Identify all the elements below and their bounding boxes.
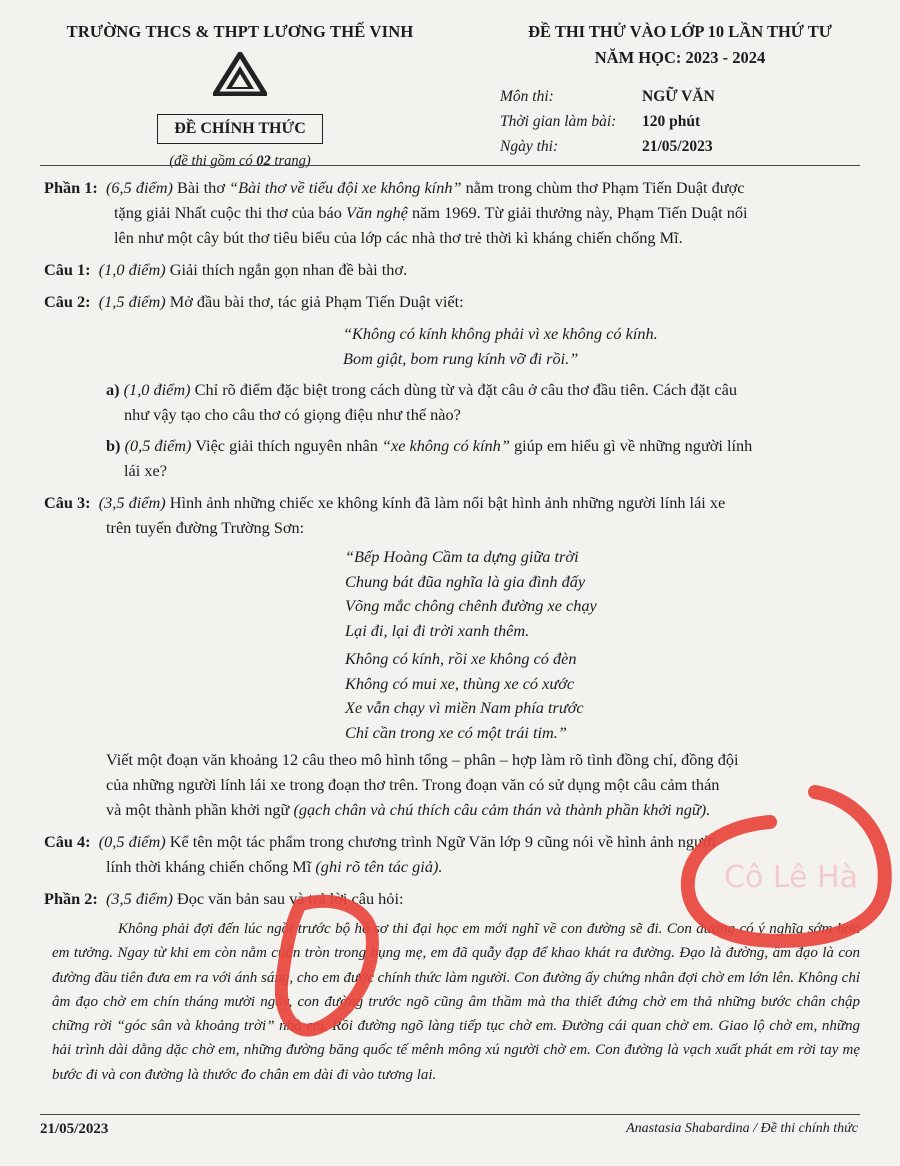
question-3-stanza-1: “Bếp Hoàng Cầm ta dựng giữa trời Chung bát đũa nghĩa là gia đình đấy Võng mắc chông chênh đường xe chạy Lại đi, lại đi trời xanh thêm. [345,547,597,640]
red-circle-mark-center [281,901,372,1030]
footer-date: 21/05/2023 [40,1121,109,1137]
question-3-task-line2: của những người lính lái xe trong đoạn thơ trên. Trong đoạn văn có sử dụng một câu cảm thán [106,775,720,794]
question-4-line2: lính thời kháng chiến chống Mĩ (ghi rõ tên tác giả). [106,857,443,876]
question-2b-line2: lái xe? [124,461,167,480]
part1-line3: lên như một cây bút thơ tiêu biểu của lớp các nhà thơ trẻ thời kì kháng chiến chống Mĩ. [114,228,683,247]
question-2: Câu 2: (1,5 điểm) Mở đầu bài thơ, tác giả Phạm Tiến Duật viết: [44,292,464,311]
watermark-text: Cô Lê Hà [724,860,858,895]
official-stamp-box: ĐỀ CHÍNH THỨC [157,114,323,144]
pages-note: (đề thi gồm có 02 trang) [169,153,311,169]
question-2b-line1: b) (0,5 điểm) Việc giải thích nguyên nhân “xe không có kính” giúp em hiểu gì về những người lính [106,436,753,455]
red-circle-mark-right [688,792,885,941]
question-1: Câu 1: (1,0 điểm) Giải thích ngắn gọn nhan đề bài thơ. [44,260,408,279]
part1-line1: Phần 1: (6,5 điểm) Bài thơ “Bài thơ về tiểu đội xe không kính” nằm trong chùm thơ Phạm Tiến Duật được [44,178,745,197]
meta-subject: Môn thi: NGỮ VĂN [500,87,715,105]
part1-line2: tặng giải Nhất cuộc thi thơ của báo Văn nghệ năm 1969. Từ giải thưởng này, Phạm Tiến Duật nổi [114,203,748,222]
part2-heading: Phần 2: (3,5 điểm) Đọc văn bản sau và trả lời câu hỏi: [44,889,404,908]
school-name: TRƯỜNG THCS & THPT LƯƠNG THẾ VINH [66,22,414,41]
question-3-line1: Câu 3: (3,5 điểm) Hình ảnh những chiếc xe không kính đã làm nổi bật hình ảnh những người lính lái xe [44,493,726,512]
question-3-line2: trên tuyến đường Trường Sơn: [106,518,305,537]
question-4-line1: Câu 4: (0,5 điểm) Kể tên một tác phẩm trong chương trình Ngữ Văn lớp 9 cũng nói về hình ảnh người [44,832,716,851]
question-3-task-line3: và một thành phần khởi ngữ (gạch chân và chú thích câu cảm thán và thành phần khởi ngữ). [106,800,711,819]
exam-title: ĐỀ THI THỬ VÀO LỚP 10 LẦN THỨ TƯ [528,22,832,41]
question-2a-line2: như vậy tạo cho câu thơ có giọng điệu như thế nào? [124,405,461,424]
footer-note: Anastasia Shabardina / Đề thi chính thức [626,1121,858,1136]
reading-passage: Không phải đợi đến lúc ngồi trước bộ hồ sơ thi đại học em mới nghĩ về con đường sẽ đi. Con đường có ý nghĩa sớm hơn em tưởng. Ngay từ khi em còn nằm cuộn tròn trong bụng mẹ, em đã quẫy đạp để khao khát ra đường. Đạo là đường, âm đạo là con đường đầu tiên đưa em ra với ánh sáng, cho em được chính thức làm người. Con đường ấy chứng nhân đợi chờ em lớn lên. Không chỉ âm đạo chờ em chín tháng mười ngày, con đường trước ngõ cũng âm thầm mà tha thiết đứng chờ em thả những bước chân chập chững rời “góc sân và khoảng trời” nhà em. Rồi đường ngõ làng tiếp tục chờ em. Đường cái quan chờ em. Giao lộ chờ em, những hải trình dài dằng dặc chờ em, những đường băng quốc tế mênh mông xú người chờ em. Con đường là vạch xuất phát em rời tay mẹ bước đi và con đường là thước đo chân em dài đi vào tương lai. [52,921,860,1083]
meta-time: Thời gian làm bài: 120 phút [500,112,701,130]
question-3-stanza-2: Không có kính, rồi xe không có đèn Không có mui xe, thùng xe có xước Xe vẫn chạy vì miền Nam phía trước Chỉ cần trong xe có một trái tim.” [345,649,584,742]
meta-date: Ngày thi: 21/05/2023 [500,137,713,155]
question-3-task-line1: Viết một đoạn văn khoảng 12 câu theo mô hình tổng – phân – hợp làm rõ tình đồng chí, đồng đội [106,750,739,769]
question-2a-line1: a) (1,0 điểm) Chỉ rõ điểm đặc biệt trong cách dùng từ và đặt câu ở câu thơ đầu tiên. Cách đặt câu [106,380,737,399]
exam-year: NĂM HỌC: 2023 - 2024 [594,48,766,67]
question-2-poem: “Không có kính không phải vì xe không có kính. Bom giật, bom rung kính vỡ đi rồi.” [343,324,658,368]
